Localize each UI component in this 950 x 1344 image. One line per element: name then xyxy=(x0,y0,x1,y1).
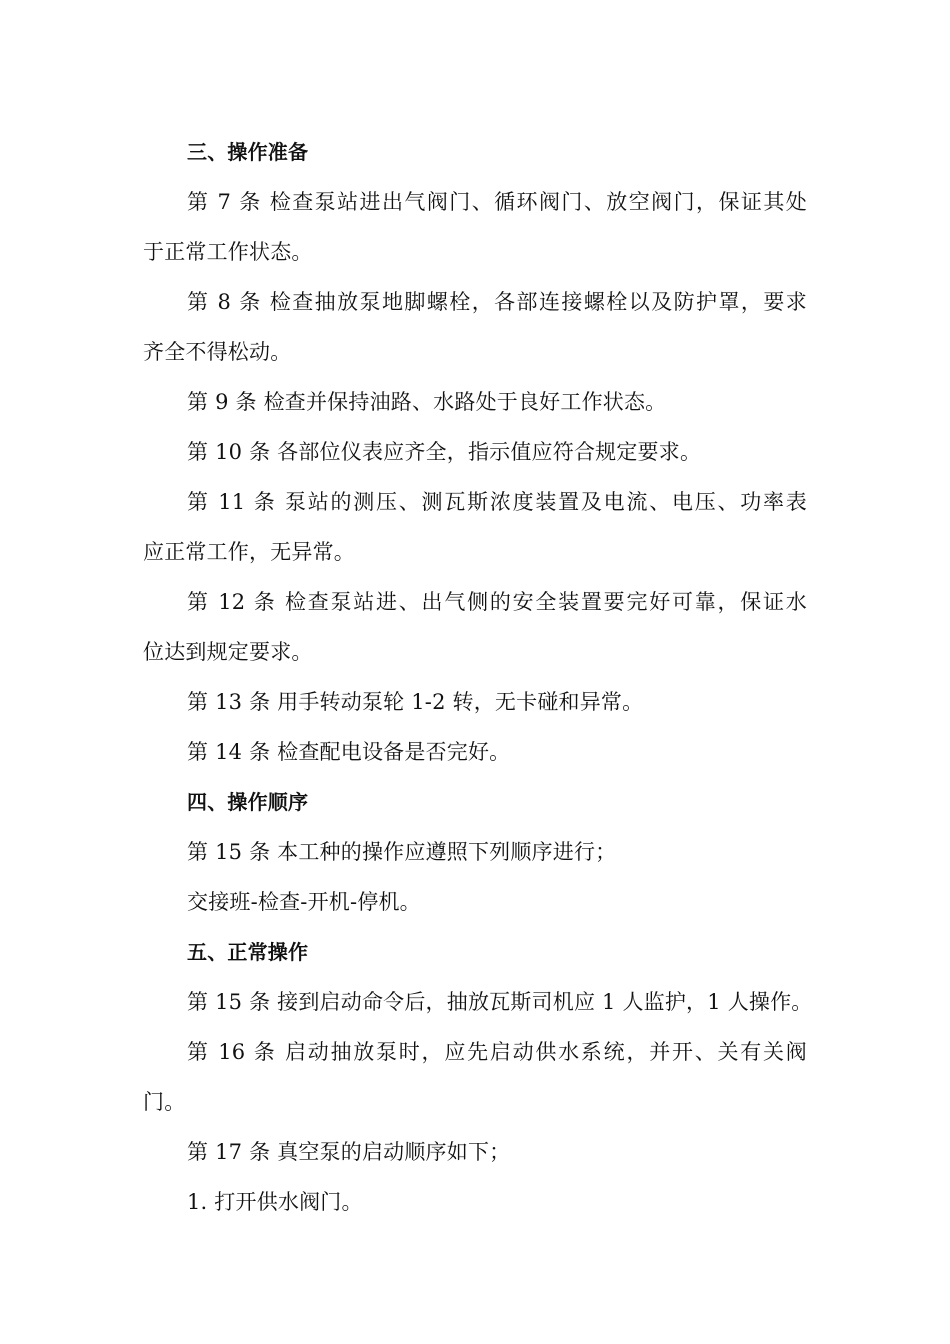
paragraph-line: 第 15 条 接到启动命令后，抽放瓦斯司机应 1 人监护，1 人操作。 xyxy=(187,990,813,1014)
paragraph-line: 第 8 条 检查抽放泵地脚螺栓，各部连接螺栓以及防护罩，要求 xyxy=(187,290,807,314)
paragraph-line: 第 16 条 启动抽放泵时，应先启动供水系统，并开、关有关阀 xyxy=(187,1040,807,1064)
section-heading: 五、正常操作 xyxy=(187,940,309,964)
paragraph-line: 1. 打开供水阀门。 xyxy=(187,1190,363,1214)
paragraph-line: 第 11 条 泵站的测压、测瓦斯浓度装置及电流、电压、功率表 xyxy=(187,490,807,514)
paragraph-line: 第 12 条 检查泵站进、出气侧的安全装置要完好可靠，保证水 xyxy=(187,590,807,614)
paragraph-line: 齐全不得松动。 xyxy=(143,340,292,364)
section-heading: 三、操作准备 xyxy=(187,140,309,164)
paragraph-line: 位达到规定要求。 xyxy=(143,640,313,664)
paragraph-line: 第 15 条 本工种的操作应遵照下列顺序进行； xyxy=(187,840,617,864)
document-page xyxy=(143,127,813,1227)
paragraph-line: 第 14 条 检查配电设备是否完好。 xyxy=(187,740,511,764)
paragraph-line: 于正常工作状态。 xyxy=(143,240,313,264)
paragraph-line: 第 13 条 用手转动泵轮 1-2 转，无卡碰和异常。 xyxy=(187,690,644,714)
paragraph-line: 第 9 条 检查并保持油路、水路处于良好工作状态。 xyxy=(187,390,667,414)
paragraph-line: 交接班-检查-开机-停机。 xyxy=(187,890,421,914)
paragraph-line: 门。 xyxy=(143,1090,186,1114)
section-heading: 四、操作顺序 xyxy=(187,790,309,814)
paragraph-line: 应正常工作，无异常。 xyxy=(143,540,355,564)
paragraph-line: 第 7 条 检查泵站进出气阀门、循环阀门、放空阀门，保证其处 xyxy=(187,190,807,214)
paragraph-line: 第 17 条 真空泵的启动顺序如下； xyxy=(187,1140,511,1164)
paragraph-line: 第 10 条 各部位仪表应齐全，指示值应符合规定要求。 xyxy=(187,440,702,464)
